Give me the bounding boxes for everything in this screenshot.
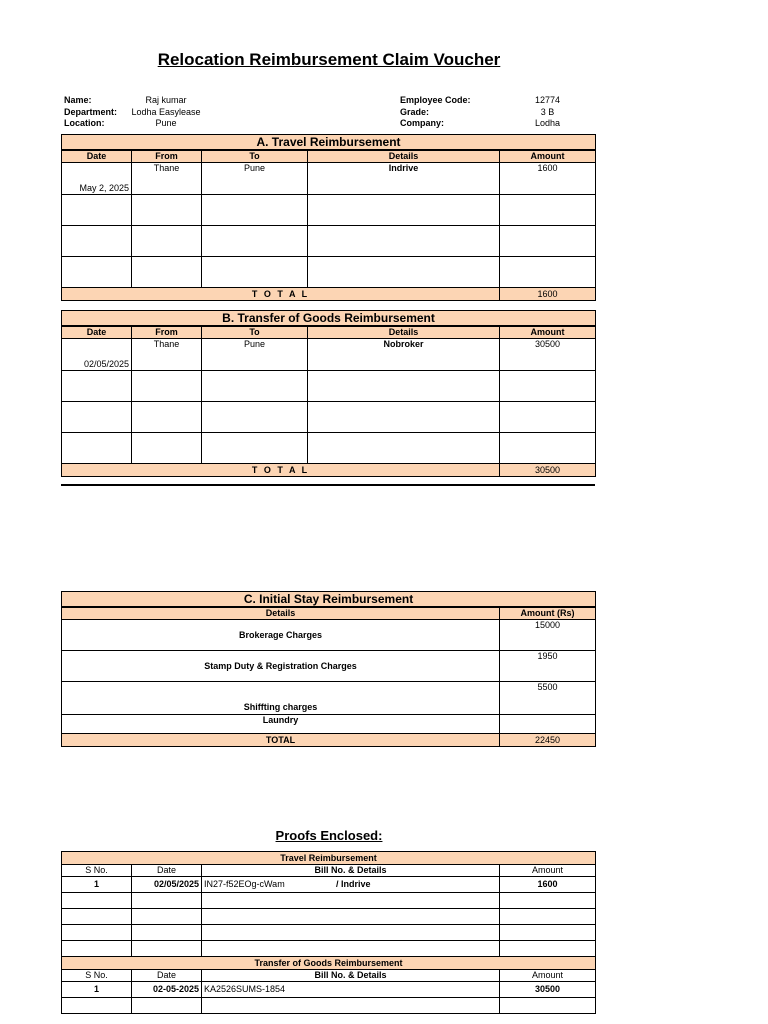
- table-row: [62, 715, 596, 734]
- travel-total-label: T O T A L: [62, 288, 500, 301]
- stay-details: Shiffting charges: [62, 682, 500, 715]
- stay-total-value: 22450: [500, 734, 596, 747]
- goods-from: Thane: [132, 339, 202, 371]
- employee-code-label: Employee Code:: [400, 95, 471, 105]
- info-labels-left: [64, 95, 117, 130]
- stay-amount: 5500: [500, 682, 596, 715]
- proof-date: 02/05/2025: [132, 877, 202, 893]
- travel-from: Thane: [132, 163, 202, 195]
- table-row: [62, 877, 596, 893]
- table-row: [62, 909, 596, 925]
- col-date: Date: [62, 326, 132, 339]
- info-values-left: [126, 95, 206, 130]
- proof-bill-number: IN27-f52EOg-cWam: [204, 879, 285, 889]
- table-row: [62, 893, 596, 909]
- stay-amount: [500, 715, 596, 734]
- table-row: [62, 682, 596, 715]
- goods-date: 02/05/2025: [62, 339, 132, 371]
- table-row: [62, 941, 596, 957]
- goods-amount: 30500: [500, 339, 596, 371]
- proof-bill: [202, 877, 500, 893]
- stay-details: Laundry: [62, 715, 500, 734]
- proofs-goods-title: Transfer of Goods Reimbursement: [62, 957, 596, 970]
- department-label: Department:: [64, 106, 118, 117]
- table-row: [62, 925, 596, 941]
- name-label: Name:: [64, 95, 92, 105]
- col-details: Details: [62, 607, 500, 620]
- col-details: Details: [308, 326, 500, 339]
- proof-amount: 1600: [500, 877, 596, 893]
- table-row: [62, 257, 596, 288]
- col-bill: Bill No. & Details: [202, 970, 500, 982]
- col-amount: Amount: [500, 326, 596, 339]
- location-label: Location:: [64, 118, 105, 128]
- table-row: [62, 651, 596, 682]
- col-to: To: [202, 150, 308, 163]
- proof-amount: 30500: [500, 982, 596, 998]
- proof-bill-number: KA2526SUMS-1854: [202, 982, 500, 998]
- goods-details: Nobroker: [308, 339, 500, 371]
- stay-section-title: C. Initial Stay Reimbursement: [62, 592, 596, 608]
- location-value: Pune: [155, 118, 177, 128]
- travel-to: Pune: [202, 163, 308, 195]
- stay-total-label: TOTAL: [62, 734, 500, 747]
- col-from: From: [132, 150, 202, 163]
- col-amount: Amount: [500, 150, 596, 163]
- proofs-travel-title: Travel Reimbursement: [62, 852, 596, 865]
- proofs-table: [61, 851, 596, 1014]
- col-date: Date: [132, 970, 202, 982]
- goods-total-value: 30500: [500, 464, 596, 477]
- col-details: Details: [308, 150, 500, 163]
- employee-code-value: 12774: [534, 95, 561, 105]
- travel-date: May 2, 2025: [62, 163, 132, 195]
- proof-bill-detail: / Indrive: [336, 879, 371, 889]
- col-sno: S No.: [62, 865, 132, 877]
- proofs-title: Proofs Enclosed:: [275, 828, 383, 843]
- grade-value: 3 B: [540, 106, 555, 117]
- stay-details: Stamp Duty & Registration Charges: [62, 651, 500, 682]
- grade-label: Grade:: [400, 106, 430, 117]
- goods-reimbursement-table: [61, 310, 596, 477]
- col-date: Date: [62, 150, 132, 163]
- table-row: [62, 433, 596, 464]
- travel-details: Indrive: [308, 163, 500, 195]
- col-sno: S No.: [62, 970, 132, 982]
- table-row: [62, 371, 596, 402]
- table-row: [62, 339, 596, 371]
- col-amount: Amount (Rs): [500, 607, 596, 620]
- col-amount: Amount: [500, 865, 596, 877]
- page-title: Relocation Reimbursement Claim Voucher: [157, 50, 501, 69]
- table-row: [62, 620, 596, 651]
- proof-date: 02-05-2025: [132, 982, 202, 998]
- goods-section-title: B. Transfer of Goods Reimbursement: [62, 311, 596, 327]
- travel-amount: 1600: [500, 163, 596, 195]
- goods-total-label: T O T A L: [62, 464, 500, 477]
- col-bill: Bill No. & Details: [202, 865, 500, 877]
- stay-details: Brokerage Charges: [62, 620, 500, 651]
- table-row: [62, 982, 596, 998]
- col-to: To: [202, 326, 308, 339]
- travel-section-title: A. Travel Reimbursement: [62, 135, 596, 151]
- table-row: [62, 195, 596, 226]
- stay-amount: 15000: [500, 620, 596, 651]
- table-row: [62, 998, 596, 1014]
- col-date: Date: [132, 865, 202, 877]
- table-row: [62, 163, 596, 195]
- proof-sno: 1: [62, 877, 132, 893]
- travel-reimbursement-table: [61, 134, 596, 301]
- table-row: [62, 402, 596, 433]
- col-amount: Amount: [500, 970, 596, 982]
- name-value: Raj kumar: [145, 95, 187, 105]
- company-label: Company:: [400, 118, 445, 128]
- col-from: From: [132, 326, 202, 339]
- info-values-right: [520, 95, 575, 130]
- section-divider: [61, 484, 595, 486]
- stay-reimbursement-table: [61, 591, 596, 747]
- table-row: [62, 226, 596, 257]
- goods-to: Pune: [202, 339, 308, 371]
- department-value: Lodha Easylease: [131, 106, 201, 117]
- stay-amount: 1950: [500, 651, 596, 682]
- proof-sno: 1: [62, 982, 132, 998]
- travel-total-value: 1600: [500, 288, 596, 301]
- info-labels-right: [400, 95, 471, 130]
- company-value: Lodha: [534, 118, 561, 128]
